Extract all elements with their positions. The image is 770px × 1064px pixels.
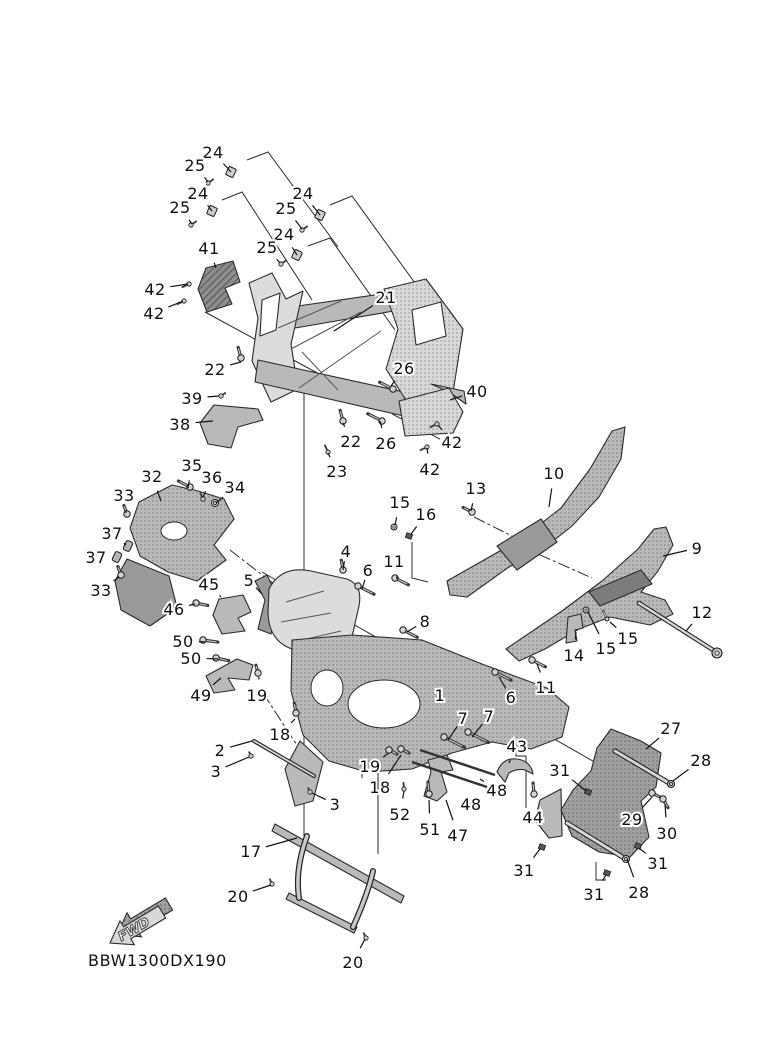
washer-inner xyxy=(585,609,587,611)
bolt-34 xyxy=(193,600,208,606)
callout-15: 15 xyxy=(389,493,411,512)
leader-48-68 xyxy=(480,779,484,782)
head xyxy=(469,509,475,515)
head xyxy=(193,600,199,606)
bolt-31 xyxy=(400,627,417,637)
callout-38: 38 xyxy=(169,415,191,434)
callout-47: 47 xyxy=(447,826,469,845)
leader-2-54 xyxy=(230,741,252,747)
callout-17: 17 xyxy=(240,842,262,861)
leader-14-44 xyxy=(575,632,576,639)
head xyxy=(465,729,471,735)
leader-28-79 xyxy=(627,859,634,877)
callout-31: 31 xyxy=(583,885,605,904)
leader-25-5 xyxy=(295,220,302,229)
phantom-line-2 xyxy=(330,196,420,290)
leader-3-55 xyxy=(225,757,249,767)
head xyxy=(213,655,219,661)
callout-20: 20 xyxy=(227,887,249,906)
screw-58 xyxy=(363,933,368,941)
callout-33: 33 xyxy=(90,581,112,600)
callout-27: 27 xyxy=(660,719,682,738)
callout-30: 30 xyxy=(656,824,678,843)
leader-26-13 xyxy=(391,381,395,386)
callout-48: 48 xyxy=(486,781,508,800)
callout-39: 39 xyxy=(181,389,203,408)
callout-7: 7 xyxy=(457,709,469,728)
callout-44: 44 xyxy=(522,808,544,827)
leader-20-64 xyxy=(360,939,365,948)
leader-15-28 xyxy=(395,517,397,525)
leader-52-59 xyxy=(403,791,404,799)
screw-7 xyxy=(279,260,287,266)
callout-42: 42 xyxy=(143,304,165,323)
callout-5: 5 xyxy=(243,571,255,590)
head xyxy=(400,627,406,633)
head xyxy=(386,747,392,753)
callout-33: 33 xyxy=(113,486,135,505)
phantom-line-16 xyxy=(412,542,428,582)
callout-51: 51 xyxy=(419,820,441,839)
bracket-38 xyxy=(200,405,263,448)
head xyxy=(402,787,406,791)
cyl-body xyxy=(112,551,123,563)
callout-24: 24 xyxy=(273,225,295,244)
callout-13: 13 xyxy=(465,479,487,498)
callout-3: 3 xyxy=(210,762,222,781)
bolt-21 xyxy=(124,506,130,518)
callout-50: 50 xyxy=(172,632,194,651)
frame1-leg xyxy=(285,741,323,806)
head xyxy=(255,670,261,676)
callout-31: 31 xyxy=(513,861,535,880)
leader-45-35 xyxy=(220,595,221,597)
head xyxy=(649,790,655,796)
callout-37: 37 xyxy=(85,548,107,567)
leader-28-73 xyxy=(673,769,689,781)
bolt-16 xyxy=(368,414,385,424)
callout-22: 22 xyxy=(340,432,362,451)
bracket-32-hole xyxy=(161,522,187,540)
callout-41: 41 xyxy=(198,239,220,258)
head xyxy=(201,497,205,501)
callout-42: 42 xyxy=(419,460,441,479)
hex-48 xyxy=(712,648,722,658)
callout-15: 15 xyxy=(617,629,639,648)
cyl-body xyxy=(123,540,134,552)
head xyxy=(529,657,535,663)
callout-26: 26 xyxy=(375,434,397,453)
callout-24: 24 xyxy=(202,143,224,162)
screw-59 xyxy=(249,751,253,758)
leader-22-12 xyxy=(230,362,241,365)
callout-28: 28 xyxy=(690,751,712,770)
head xyxy=(492,669,498,675)
head xyxy=(355,583,361,589)
callout-31: 31 xyxy=(549,761,571,780)
head xyxy=(124,511,130,517)
head xyxy=(249,754,253,758)
hex-49 xyxy=(668,781,675,788)
screw-41 xyxy=(402,782,406,791)
screw-12 xyxy=(219,393,226,399)
leader-42-10 xyxy=(168,301,183,307)
head xyxy=(308,790,312,794)
callout-16: 16 xyxy=(415,505,437,524)
callout-25: 25 xyxy=(275,199,297,218)
callout-37: 37 xyxy=(101,524,123,543)
callout-48: 48 xyxy=(460,795,482,814)
callout-11: 11 xyxy=(535,678,557,697)
cyl-23 xyxy=(123,540,134,552)
leader-12-45 xyxy=(686,624,692,631)
construction-lines xyxy=(178,152,612,880)
leader-31-77 xyxy=(533,849,540,858)
callout-9: 9 xyxy=(691,539,703,558)
callout-6: 6 xyxy=(362,561,374,580)
callout-25: 25 xyxy=(169,198,191,217)
callout-4: 4 xyxy=(340,542,352,561)
frame1-hole-small xyxy=(311,670,343,706)
head xyxy=(605,617,609,621)
callout-42: 42 xyxy=(144,280,166,299)
bolt-43 xyxy=(531,783,537,797)
bolt-13 xyxy=(238,347,244,361)
leader-20-63 xyxy=(253,885,271,891)
leader-39-15 xyxy=(208,396,219,397)
washer-inner xyxy=(393,526,395,528)
head xyxy=(379,418,385,424)
callout-11: 11 xyxy=(383,552,405,571)
head xyxy=(293,710,299,716)
callout-28: 28 xyxy=(628,883,650,902)
bolt-37 xyxy=(255,665,261,676)
clip-body xyxy=(603,870,610,877)
clamp-43 xyxy=(497,759,533,782)
callout-24: 24 xyxy=(187,184,209,203)
callout-26: 26 xyxy=(393,359,415,378)
callout-18: 18 xyxy=(269,725,291,744)
leader-15-42 xyxy=(610,622,616,628)
bolt-36 xyxy=(213,655,229,661)
callout-24: 24 xyxy=(292,184,314,203)
bolt-30 xyxy=(392,575,409,585)
bracket-27 xyxy=(561,729,661,857)
callout-50: 50 xyxy=(180,649,202,668)
callout-21: 21 xyxy=(375,288,397,307)
callout-15: 15 xyxy=(595,639,617,658)
leader-31-76 xyxy=(639,848,646,853)
callout-23: 23 xyxy=(326,462,348,481)
callout-3: 3 xyxy=(329,795,341,814)
callout-40: 40 xyxy=(466,382,488,401)
bolt-25 xyxy=(463,507,475,515)
head xyxy=(390,386,396,392)
callout-52: 52 xyxy=(389,805,411,824)
nut-outer xyxy=(211,499,218,506)
callout-18: 18 xyxy=(369,778,391,797)
callout-25: 25 xyxy=(256,238,278,257)
callout-46: 46 xyxy=(163,600,185,619)
callout-49: 49 xyxy=(190,686,212,705)
callout-14: 14 xyxy=(563,646,585,665)
leader-16-29 xyxy=(411,526,417,534)
bracket-41 xyxy=(198,261,240,312)
callout-19: 19 xyxy=(359,757,381,776)
diagram-code: BBW1300DX190 xyxy=(88,951,227,970)
leader-8-41 xyxy=(407,626,416,632)
bolt-52 xyxy=(660,796,668,808)
callout-43: 43 xyxy=(506,737,528,756)
callout-20: 20 xyxy=(342,953,364,972)
callout-42: 42 xyxy=(441,433,463,452)
head xyxy=(219,394,223,398)
head xyxy=(238,355,244,361)
callout-19: 19 xyxy=(246,686,268,705)
bracket-45 xyxy=(213,595,251,634)
callout-34: 34 xyxy=(224,478,246,497)
head xyxy=(398,746,404,752)
subframe-17-bar1 xyxy=(272,824,404,903)
callout-32: 32 xyxy=(141,467,163,486)
callout-6: 6 xyxy=(505,688,517,707)
leader-42-21 xyxy=(427,448,428,454)
clip-56 xyxy=(603,870,610,877)
callout-7: 7 xyxy=(483,707,495,726)
leader-47-61 xyxy=(446,800,453,820)
hex-outer xyxy=(668,781,675,788)
fwd-arrow xyxy=(110,898,173,945)
callout-35: 35 xyxy=(181,456,203,475)
callout-25: 25 xyxy=(184,156,206,175)
head xyxy=(531,791,537,797)
callout-1: 1 xyxy=(434,686,446,705)
callout-31: 31 xyxy=(647,854,669,873)
callout-22: 22 xyxy=(204,360,226,379)
bolt-14 xyxy=(340,410,346,424)
nut-20 xyxy=(211,499,218,506)
leader-18-53 xyxy=(291,719,295,723)
leader-25-7 xyxy=(277,259,280,263)
callout-2: 2 xyxy=(214,741,226,760)
head xyxy=(660,796,666,802)
callout-45: 45 xyxy=(198,575,220,594)
callout-29: 29 xyxy=(621,810,643,829)
head xyxy=(441,734,447,740)
callout-8: 8 xyxy=(419,612,431,631)
bolt-51 xyxy=(649,790,660,797)
head xyxy=(426,791,432,797)
leader-10-30 xyxy=(549,488,552,507)
hex-outer xyxy=(712,648,722,658)
callout-10: 10 xyxy=(543,464,565,483)
washer-26 xyxy=(391,524,397,530)
fwd-label: FWD xyxy=(115,914,153,945)
bracket-14 xyxy=(566,614,583,643)
frame1-hole-big xyxy=(348,680,420,728)
callout-36: 36 xyxy=(201,468,223,487)
cyl-24 xyxy=(112,551,123,563)
screw-17 xyxy=(325,445,331,454)
callout-12: 12 xyxy=(691,603,713,622)
